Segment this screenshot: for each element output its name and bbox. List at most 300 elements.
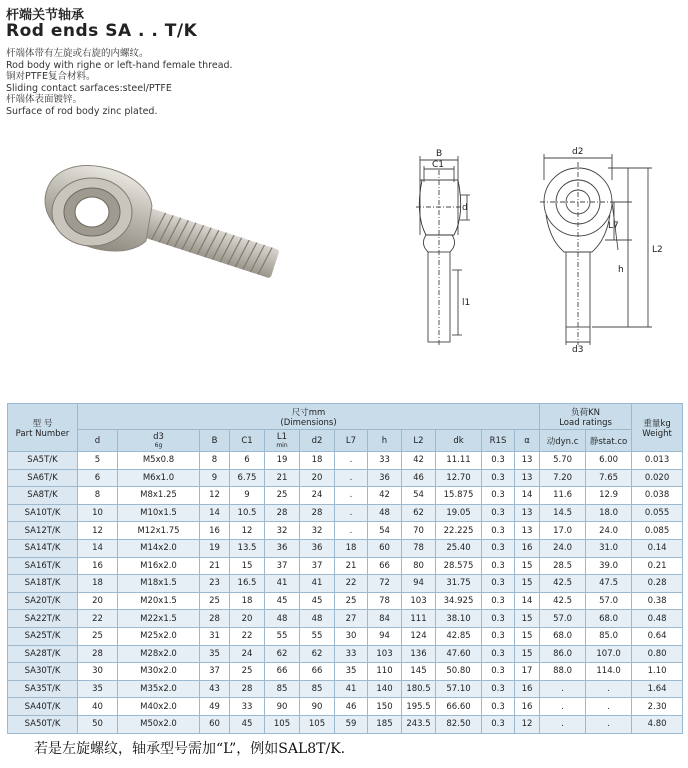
description-line: Rod body with righe or left-hand female thread.: [6, 59, 233, 71]
col-load: [540, 404, 632, 430]
table-cell: 0.3: [482, 645, 515, 663]
table-cell: 0.3: [482, 487, 515, 505]
table-cell: 10: [78, 504, 118, 522]
table-cell: 50.80: [436, 663, 482, 681]
table-cell: M28x2.0: [118, 645, 200, 663]
table-cell: 86.0: [540, 645, 586, 663]
table-cell: 24.0: [586, 522, 632, 540]
table-cell: 25: [230, 663, 265, 681]
col-d3-label: d3: [153, 432, 164, 442]
table-cell: 6: [230, 452, 265, 470]
part-number-cell: SA28T/K: [8, 645, 78, 663]
part-number-cell: SA35T/K: [8, 680, 78, 698]
description-line: 杆端体带有左旋或右旋的内螺纹。: [6, 48, 149, 59]
table-cell: 36: [265, 539, 300, 557]
table-cell: 66: [265, 663, 300, 681]
table-cell: 62: [402, 504, 436, 522]
table-cell: 48: [300, 610, 335, 628]
table-cell: 15: [515, 627, 540, 645]
table-cell: M50x2.0: [118, 715, 200, 733]
table-cell: 0.3: [482, 469, 515, 487]
table-cell: 94: [368, 627, 402, 645]
table-cell: 7.65: [586, 469, 632, 487]
table-cell: 0.3: [482, 715, 515, 733]
table-cell: 0.3: [482, 680, 515, 698]
table-cell: 82.50: [436, 715, 482, 733]
table-cell: 57.0: [540, 610, 586, 628]
label-B: B: [436, 149, 443, 159]
table-cell: 9: [230, 487, 265, 505]
col-dk: dk: [436, 430, 482, 452]
table-cell: 41: [335, 680, 368, 698]
part-number-cell: SA20T/K: [8, 592, 78, 610]
table-cell: 45: [300, 592, 335, 610]
table-cell: 145: [402, 663, 436, 681]
table-cell: 68.0: [540, 627, 586, 645]
table-cell: 12: [230, 522, 265, 540]
table-cell: 42: [368, 487, 402, 505]
table-cell: 0.38: [632, 592, 683, 610]
table-row: [8, 663, 683, 681]
table-cell: 6: [78, 469, 118, 487]
table-cell: 22: [78, 610, 118, 628]
table-cell: 45: [265, 592, 300, 610]
part-number-cell: SA14T/K: [8, 539, 78, 557]
table-cell: 31: [200, 627, 230, 645]
table-cell: 7.20: [540, 469, 586, 487]
table-cell: .: [586, 698, 632, 716]
table-cell: 41: [265, 575, 300, 593]
table-cell: 195.5: [402, 698, 436, 716]
table-cell: 15: [230, 557, 265, 575]
table-cell: 57.0: [586, 592, 632, 610]
table-cell: M25x2.0: [118, 627, 200, 645]
table-cell: 13: [515, 504, 540, 522]
table-cell: M14x2.0: [118, 539, 200, 557]
part-number-cell: SA16T/K: [8, 557, 78, 575]
col-part-number: [8, 404, 78, 452]
part-number-cell: SA10T/K: [8, 504, 78, 522]
table-cell: 85.0: [586, 627, 632, 645]
table-cell: .: [540, 715, 586, 733]
rod-end-photo: [20, 160, 290, 300]
table-cell: 0.038: [632, 487, 683, 505]
table-cell: 10.5: [230, 504, 265, 522]
label-C1: C1: [432, 160, 445, 170]
table-cell: 1.64: [632, 680, 683, 698]
table-cell: 0.21: [632, 557, 683, 575]
table-cell: 28: [78, 645, 118, 663]
table-cell: 13: [515, 469, 540, 487]
table-cell: .: [335, 469, 368, 487]
table-cell: 22: [230, 627, 265, 645]
table-row: [8, 504, 683, 522]
table-cell: 243.5: [402, 715, 436, 733]
table-cell: 16: [515, 680, 540, 698]
table-cell: 105: [265, 715, 300, 733]
table-cell: 28: [200, 610, 230, 628]
table-cell: 18: [335, 539, 368, 557]
table-cell: 35: [200, 645, 230, 663]
table-cell: 28: [265, 504, 300, 522]
table-row: [8, 522, 683, 540]
table-cell: 20: [78, 592, 118, 610]
table-cell: 0.3: [482, 627, 515, 645]
table-cell: .: [335, 522, 368, 540]
table-cell: 19: [265, 452, 300, 470]
title-en: Rod ends SA . . T/K: [6, 21, 198, 41]
col-d: d: [78, 430, 118, 452]
table-cell: 18: [300, 452, 335, 470]
table-cell: 36: [368, 469, 402, 487]
table-cell: 85: [300, 680, 335, 698]
table-cell: 14: [515, 487, 540, 505]
col-weight-zh: 重量kg: [643, 418, 671, 429]
table-cell: 15.875: [436, 487, 482, 505]
table-cell: 72: [368, 575, 402, 593]
table-cell: 84: [368, 610, 402, 628]
table-cell: .: [335, 452, 368, 470]
table-cell: M8x1.25: [118, 487, 200, 505]
technical-drawing: [400, 140, 670, 355]
col-dimensions: [78, 404, 540, 430]
part-number-cell: SA25T/K: [8, 627, 78, 645]
table-cell: 66: [368, 557, 402, 575]
col-part-number-en: Part Number: [15, 428, 70, 439]
col-L1-label: L1: [276, 432, 288, 442]
col-d3-sub: 6g: [154, 442, 163, 449]
table-cell: 21: [335, 557, 368, 575]
table-cell: 37: [300, 557, 335, 575]
part-number-cell: SA6T/K: [8, 469, 78, 487]
table-cell: 19.05: [436, 504, 482, 522]
table-cell: 13.5: [230, 539, 265, 557]
table-cell: 15: [515, 557, 540, 575]
footnote: 若是左旋螺纹，轴承型号需加“L”，例如SAL8T/K.: [34, 741, 346, 757]
col-dimensions-zh: 尺寸mm: [291, 407, 326, 418]
table-cell: 42.5: [540, 592, 586, 610]
col-weight: [632, 404, 683, 452]
table-cell: 60: [368, 539, 402, 557]
table-cell: 16: [515, 539, 540, 557]
table-cell: 12.9: [586, 487, 632, 505]
table-cell: 24.0: [540, 539, 586, 557]
table-cell: 21: [200, 557, 230, 575]
table-cell: 16: [78, 557, 118, 575]
table-cell: 28: [300, 504, 335, 522]
table-cell: 12.70: [436, 469, 482, 487]
table-cell: 46: [335, 698, 368, 716]
table-cell: 15: [515, 610, 540, 628]
table-cell: M5x0.8: [118, 452, 200, 470]
table-cell: 0.64: [632, 627, 683, 645]
table-cell: 15: [515, 645, 540, 663]
table-cell: 25.40: [436, 539, 482, 557]
table-cell: 68.0: [586, 610, 632, 628]
table-row: [8, 539, 683, 557]
table-cell: 124: [402, 627, 436, 645]
table-cell: M18x1.5: [118, 575, 200, 593]
table-cell: 14.5: [540, 504, 586, 522]
table-cell: 42.85: [436, 627, 482, 645]
table-cell: 0.3: [482, 539, 515, 557]
table-cell: 103: [402, 592, 436, 610]
table-row: [8, 627, 683, 645]
table-cell: 30: [78, 663, 118, 681]
table-cell: 105: [300, 715, 335, 733]
table-row: [8, 698, 683, 716]
table-cell: 41: [300, 575, 335, 593]
table-cell: 37: [265, 557, 300, 575]
table-cell: 35: [78, 680, 118, 698]
table-row: [8, 557, 683, 575]
table-cell: 40: [78, 698, 118, 716]
table-cell: 28: [230, 680, 265, 698]
col-d2: d2: [300, 430, 335, 452]
table-cell: 0.055: [632, 504, 683, 522]
table-cell: 12: [200, 487, 230, 505]
table-cell: 62: [265, 645, 300, 663]
table-cell: 88.0: [540, 663, 586, 681]
table-cell: 35: [335, 663, 368, 681]
table-cell: 78: [402, 539, 436, 557]
table-cell: 19: [200, 539, 230, 557]
table-cell: 0.3: [482, 452, 515, 470]
part-number-cell: SA8T/K: [8, 487, 78, 505]
table-cell: 32: [265, 522, 300, 540]
col-load-en: Load ratings: [559, 417, 612, 428]
table-cell: 4.80: [632, 715, 683, 733]
col-B: B: [200, 430, 230, 452]
table-cell: 47.5: [586, 575, 632, 593]
table-cell: .: [586, 715, 632, 733]
table-cell: 11.11: [436, 452, 482, 470]
table-cell: 107.0: [586, 645, 632, 663]
table-cell: M16x2.0: [118, 557, 200, 575]
table-cell: 12: [78, 522, 118, 540]
table-cell: 14: [200, 504, 230, 522]
table-cell: 24: [300, 487, 335, 505]
table-cell: 6.75: [230, 469, 265, 487]
table-cell: 38.10: [436, 610, 482, 628]
col-L7: L7: [335, 430, 368, 452]
table-cell: 33: [230, 698, 265, 716]
table-cell: 6.00: [586, 452, 632, 470]
table-cell: 0.085: [632, 522, 683, 540]
table-cell: 15: [515, 575, 540, 593]
table-cell: 48: [368, 504, 402, 522]
table-cell: 185: [368, 715, 402, 733]
table-row: [8, 610, 683, 628]
table-cell: M12x1.75: [118, 522, 200, 540]
label-d2: d2: [572, 147, 584, 157]
table-cell: .: [335, 504, 368, 522]
table-row: [8, 592, 683, 610]
table-cell: 32: [300, 522, 335, 540]
table-cell: .: [335, 487, 368, 505]
table-cell: 55: [300, 627, 335, 645]
table-cell: 49: [200, 698, 230, 716]
table-cell: 0.3: [482, 610, 515, 628]
table-cell: 22: [335, 575, 368, 593]
table-cell: 90: [300, 698, 335, 716]
part-number-cell: SA40T/K: [8, 698, 78, 716]
table-cell: 0.80: [632, 645, 683, 663]
table-cell: 23: [200, 575, 230, 593]
table-cell: 48: [265, 610, 300, 628]
table-cell: 33: [368, 452, 402, 470]
table-cell: 42: [402, 452, 436, 470]
table-cell: 0.3: [482, 698, 515, 716]
table-cell: 54: [402, 487, 436, 505]
title-zh: 杆端关节轴承: [6, 8, 85, 23]
description-line: 杆端体表面镀锌。: [6, 94, 83, 105]
table-cell: 70: [402, 522, 436, 540]
table-cell: 16: [515, 698, 540, 716]
table-cell: 25: [265, 487, 300, 505]
table-cell: 110: [368, 663, 402, 681]
table-cell: M20x1.5: [118, 592, 200, 610]
table-cell: 5: [78, 452, 118, 470]
table-cell: 47.60: [436, 645, 482, 663]
spec-table-body: [8, 452, 683, 734]
col-part-number-zh: 型 号: [32, 418, 53, 429]
table-row: [8, 680, 683, 698]
table-cell: 114.0: [586, 663, 632, 681]
table-cell: 85: [265, 680, 300, 698]
table-cell: 8: [200, 452, 230, 470]
table-cell: 14: [515, 592, 540, 610]
table-cell: 28.575: [436, 557, 482, 575]
table-cell: M10x1.5: [118, 504, 200, 522]
table-cell: 50: [78, 715, 118, 733]
table-cell: 25: [200, 592, 230, 610]
table-cell: 78: [368, 592, 402, 610]
label-d3: d3: [572, 345, 584, 355]
table-cell: 17.0: [540, 522, 586, 540]
table-cell: 140: [368, 680, 402, 698]
table-cell: 60: [200, 715, 230, 733]
label-h: h: [618, 265, 624, 275]
table-cell: 34.925: [436, 592, 482, 610]
table-cell: 0.3: [482, 575, 515, 593]
col-L1: [265, 430, 300, 452]
table-cell: 31.75: [436, 575, 482, 593]
table-cell: 45: [230, 715, 265, 733]
label-l1: l1: [462, 298, 471, 308]
description-line: 铜对PTFE复合材料。: [6, 71, 96, 82]
part-number-cell: SA5T/K: [8, 452, 78, 470]
col-stat: 静stat.co: [586, 430, 632, 452]
table-cell: 0.48: [632, 610, 683, 628]
table-cell: 180.5: [402, 680, 436, 698]
table-cell: 18.0: [586, 504, 632, 522]
col-R1s: R1S: [482, 430, 515, 452]
table-cell: 8: [78, 487, 118, 505]
table-cell: 24: [230, 645, 265, 663]
table-cell: 66.60: [436, 698, 482, 716]
table-cell: 57.10: [436, 680, 482, 698]
table-cell: 103: [368, 645, 402, 663]
table-cell: 0.3: [482, 592, 515, 610]
col-load-zh: 负荷KN: [571, 407, 601, 418]
table-cell: M22x1.5: [118, 610, 200, 628]
table-cell: 33: [335, 645, 368, 663]
table-cell: 46: [402, 469, 436, 487]
table-row: [8, 575, 683, 593]
col-C1: C1: [230, 430, 265, 452]
col-weight-en: Weight: [642, 428, 672, 439]
table-cell: 59: [335, 715, 368, 733]
description-line: Surface of rod body zinc plated.: [6, 105, 158, 117]
table-cell: 0.3: [482, 557, 515, 575]
table-cell: 0.020: [632, 469, 683, 487]
table-cell: .: [540, 680, 586, 698]
table-cell: 1.10: [632, 663, 683, 681]
table-cell: 5.70: [540, 452, 586, 470]
table-cell: 28.5: [540, 557, 586, 575]
part-number-cell: SA18T/K: [8, 575, 78, 593]
table-cell: 54: [368, 522, 402, 540]
table-cell: 20: [230, 610, 265, 628]
table-cell: 66: [300, 663, 335, 681]
table-cell: 111: [402, 610, 436, 628]
table-cell: .: [586, 680, 632, 698]
table-cell: 0.28: [632, 575, 683, 593]
table-cell: 27: [335, 610, 368, 628]
table-cell: 37: [200, 663, 230, 681]
table-cell: 18: [230, 592, 265, 610]
table-row: [8, 452, 683, 470]
col-d3: [118, 430, 200, 452]
part-number-cell: SA22T/K: [8, 610, 78, 628]
table-cell: 39.0: [586, 557, 632, 575]
table-cell: 42.5: [540, 575, 586, 593]
table-cell: 9: [200, 469, 230, 487]
table-cell: 0.3: [482, 522, 515, 540]
table-cell: 80: [402, 557, 436, 575]
table-cell: 13: [515, 522, 540, 540]
table-cell: M6x1.0: [118, 469, 200, 487]
label-L2: L2: [652, 245, 663, 255]
description-block: [6, 48, 233, 117]
table-row: [8, 487, 683, 505]
table-row: [8, 645, 683, 663]
table-cell: 36: [300, 539, 335, 557]
table-cell: M35x2.0: [118, 680, 200, 698]
table-cell: 136: [402, 645, 436, 663]
table-cell: M40x2.0: [118, 698, 200, 716]
table-row: [8, 715, 683, 733]
col-h: h: [368, 430, 402, 452]
table-cell: 31.0: [586, 539, 632, 557]
col-L1-sub: min: [276, 442, 288, 449]
description-line: Sliding contact sarfaces:steel/PTFE: [6, 82, 172, 94]
part-number-cell: SA50T/K: [8, 715, 78, 733]
table-cell: 16.5: [230, 575, 265, 593]
table-cell: 90: [265, 698, 300, 716]
table-cell: 18: [78, 575, 118, 593]
table-cell: 150: [368, 698, 402, 716]
col-L2: L2: [402, 430, 436, 452]
table-cell: 25: [78, 627, 118, 645]
table-cell: 11.6: [540, 487, 586, 505]
table-cell: 0.14: [632, 539, 683, 557]
table-cell: 2.30: [632, 698, 683, 716]
table-cell: 0.013: [632, 452, 683, 470]
table-cell: 30: [335, 627, 368, 645]
table-cell: 17: [515, 663, 540, 681]
